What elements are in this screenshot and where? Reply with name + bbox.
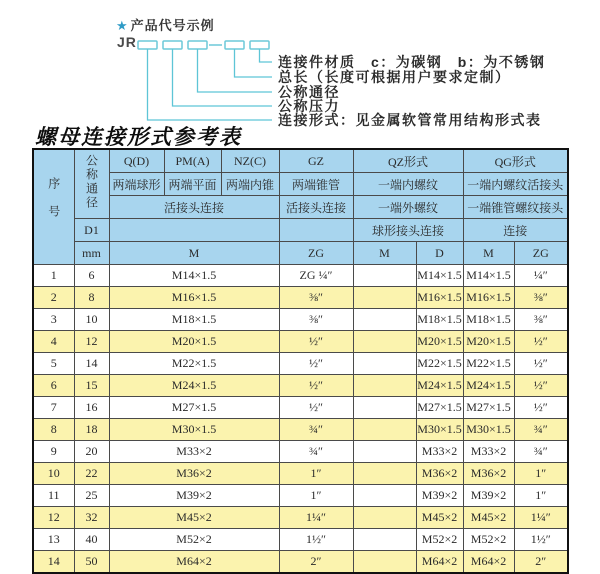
connection-cell: 球形接头连接: [353, 219, 463, 242]
serial-cell: 13: [33, 529, 74, 551]
table-row: [33, 287, 568, 309]
empty-cell: [109, 219, 279, 242]
serial-cell: 3: [33, 309, 74, 331]
qg-zg-cell: 2″: [514, 551, 568, 574]
form-col-QD: Q(D): [109, 149, 164, 173]
qg-zg-cell: ½″: [514, 397, 568, 419]
m-thread-cell: M45×2: [109, 507, 279, 529]
qz-d-cell: M45×2: [416, 507, 463, 529]
dn-cell: 22: [74, 463, 109, 485]
qz-m-cell: [353, 529, 416, 551]
table-row: [33, 507, 568, 529]
table-row: [33, 529, 568, 551]
dn-cell: 32: [74, 507, 109, 529]
label-nominal-diameter: 公称通径: [278, 84, 340, 100]
serial-cell: 9: [33, 441, 74, 463]
gz-zg-cell: ½″: [279, 397, 353, 419]
header-row-d1: [33, 219, 568, 242]
unit-label: mm: [74, 242, 109, 265]
connection-cell: 一端外螺纹: [353, 196, 463, 219]
qz-d-cell: M24×1.5: [416, 375, 463, 397]
gz-zg-cell: ⅜″: [279, 309, 353, 331]
gz-zg-cell: ¾″: [279, 441, 353, 463]
end-type-cell: 两端锥管: [279, 173, 353, 196]
header-row-units: [33, 242, 568, 265]
table-row: [33, 485, 568, 507]
label-total-length: 总长（长度可根据用户要求定制）: [278, 69, 511, 85]
end-type-cell: 一端内螺纹活接头: [463, 173, 568, 196]
qz-m-cell: [353, 375, 416, 397]
qz-m-cell: [353, 287, 416, 309]
qz-m-cell: [353, 309, 416, 331]
dn-cell: 12: [74, 331, 109, 353]
connector-lines: [148, 49, 273, 120]
qz-m-cell: [353, 265, 416, 287]
qz-m-cell: [353, 441, 416, 463]
dn-cell: 6: [74, 265, 109, 287]
qz-d-cell: M18×1.5: [416, 309, 463, 331]
label-connector-material: 连接件材质 c：为碳钢 b：为不锈钢: [278, 54, 546, 70]
code-prefix: JR: [117, 34, 137, 50]
qz-d-cell: M52×2: [416, 529, 463, 551]
m-thread-cell: M27×1.5: [109, 397, 279, 419]
qg-zg-cell: ⅜″: [514, 287, 568, 309]
table-row: [33, 309, 568, 331]
table-row: [33, 551, 568, 574]
serial-cell: 12: [33, 507, 74, 529]
dn-cell: 10: [74, 309, 109, 331]
qg-zg-cell: ⅜″: [514, 309, 568, 331]
qz-d-cell: M27×1.5: [416, 397, 463, 419]
table-body: [33, 265, 568, 574]
end-type-cell: 两端内锥: [221, 173, 279, 196]
table-row: [33, 397, 568, 419]
qz-d-cell: M22×1.5: [416, 353, 463, 375]
diameter-label: 公称通径: [84, 154, 99, 210]
gz-zg-cell: 1¼″: [279, 507, 353, 529]
qz-m-cell: [353, 353, 416, 375]
nut-connection-reference-table: [32, 148, 569, 574]
serial-cell: 4: [33, 331, 74, 353]
dn-cell: 20: [74, 441, 109, 463]
serial-cell: 14: [33, 551, 74, 574]
qg-zg-cell: ¼″: [514, 265, 568, 287]
qg-zg-cell: 1″: [514, 463, 568, 485]
gz-zg-cell: 2″: [279, 551, 353, 574]
m-thread-cell: M20×1.5: [109, 331, 279, 353]
table-row: [33, 419, 568, 441]
dn-cell: 50: [74, 551, 109, 574]
qg-m-cell: M16×1.5: [463, 287, 514, 309]
qz-m-cell: [353, 331, 416, 353]
qg-zg-cell: 1″: [514, 485, 568, 507]
end-type-cell: 一端内螺纹: [353, 173, 463, 196]
dn-cell: 40: [74, 529, 109, 551]
qg-zg-cell: ½″: [514, 375, 568, 397]
connection-cell: 活接头连接: [279, 196, 353, 219]
thread-col-label: D: [416, 242, 463, 265]
connection-cell: 连接: [463, 219, 568, 242]
gz-zg-cell: ¾″: [279, 419, 353, 441]
header-row-end-types: [33, 173, 568, 196]
gz-zg-cell: ⅜″: [279, 287, 353, 309]
qz-d-cell: M36×2: [416, 463, 463, 485]
header-row-forms: [33, 149, 568, 173]
qg-m-cell: M20×1.5: [463, 331, 514, 353]
qg-m-cell: M22×1.5: [463, 353, 514, 375]
gz-zg-cell: 1″: [279, 485, 353, 507]
m-thread-cell: M33×2: [109, 441, 279, 463]
qg-zg-cell: ½″: [514, 331, 568, 353]
end-type-cell: 两端球形: [109, 173, 164, 196]
gz-zg-cell: ZG ¼″: [279, 265, 353, 287]
qg-m-cell: M33×2: [463, 441, 514, 463]
gz-zg-cell: 1″: [279, 463, 353, 485]
m-thread-cell: M30×1.5: [109, 419, 279, 441]
qz-d-cell: M20×1.5: [416, 331, 463, 353]
serial-cell: 5: [33, 353, 74, 375]
qg-m-cell: M24×1.5: [463, 375, 514, 397]
form-col-QG: QG形式: [463, 149, 568, 173]
empty-cell: [279, 219, 353, 242]
table-header: [33, 149, 568, 265]
qg-zg-cell: ¾″: [514, 441, 568, 463]
table-row: [33, 331, 568, 353]
qz-d-cell: M30×1.5: [416, 419, 463, 441]
qg-m-cell: M14×1.5: [463, 265, 514, 287]
serial-cell: 11: [33, 485, 74, 507]
qg-m-cell: M39×2: [463, 485, 514, 507]
qg-zg-cell: 1½″: [514, 529, 568, 551]
serial-cell: 8: [33, 419, 74, 441]
label-nominal-pressure: 公称压力: [278, 98, 340, 114]
qz-d-cell: M16×1.5: [416, 287, 463, 309]
table-row: [33, 441, 568, 463]
thread-col-label: M: [463, 242, 514, 265]
connection-cell: 活接头连接: [109, 196, 279, 219]
serial-cell: 1: [33, 265, 74, 287]
qz-m-cell: [353, 485, 416, 507]
table-row: [33, 463, 568, 485]
serial-label: 序号: [46, 177, 61, 233]
connection-cell: 一端锥管螺纹接头: [463, 196, 568, 219]
qz-d-cell: M14×1.5: [416, 265, 463, 287]
m-thread-cell: M18×1.5: [109, 309, 279, 331]
qg-zg-cell: ½″: [514, 353, 568, 375]
qg-m-cell: M36×2: [463, 463, 514, 485]
form-col-QZ: QZ形式: [353, 149, 463, 173]
dn-cell: 8: [74, 287, 109, 309]
m-thread-cell: M36×2: [109, 463, 279, 485]
thread-col-label: ZG: [279, 242, 353, 265]
end-type-cell: 两端平面: [164, 173, 221, 196]
qz-d-cell: M39×2: [416, 485, 463, 507]
dn-cell: 25: [74, 485, 109, 507]
col-header-diameter: [74, 149, 109, 219]
thread-col-label: ZG: [514, 242, 568, 265]
gz-zg-cell: 1½″: [279, 529, 353, 551]
gz-zg-cell: ½″: [279, 353, 353, 375]
serial-cell: 6: [33, 375, 74, 397]
qz-m-cell: [353, 507, 416, 529]
qg-m-cell: M64×2: [463, 551, 514, 574]
product-code-heading-text: 产品代号示例: [130, 18, 215, 33]
qz-m-cell: [353, 419, 416, 441]
table-title: 螺母连接形式参考表: [35, 125, 242, 149]
qg-m-cell: M18×1.5: [463, 309, 514, 331]
qz-m-cell: [353, 463, 416, 485]
qz-m-cell: [353, 551, 416, 574]
qg-zg-cell: ¾″: [514, 419, 568, 441]
serial-cell: 10: [33, 463, 74, 485]
qg-m-cell: M52×2: [463, 529, 514, 551]
thread-col-label: M: [109, 242, 279, 265]
d1-label: D1: [74, 219, 109, 242]
header-row-connection: [33, 196, 568, 219]
table-row: [33, 375, 568, 397]
form-col-GZ: GZ: [279, 149, 353, 173]
qz-d-cell: M33×2: [416, 441, 463, 463]
table-row: [33, 353, 568, 375]
dn-cell: 18: [74, 419, 109, 441]
gz-zg-cell: ½″: [279, 331, 353, 353]
dn-cell: 16: [74, 397, 109, 419]
m-thread-cell: M22×1.5: [109, 353, 279, 375]
serial-cell: 7: [33, 397, 74, 419]
m-thread-cell: M39×2: [109, 485, 279, 507]
star-icon: ★: [116, 18, 129, 33]
m-thread-cell: M64×2: [109, 551, 279, 574]
qg-m-cell: M45×2: [463, 507, 514, 529]
form-col-NZC: NZ(C): [221, 149, 279, 173]
qz-m-cell: [353, 397, 416, 419]
qg-m-cell: M27×1.5: [463, 397, 514, 419]
dn-cell: 15: [74, 375, 109, 397]
qg-zg-cell: 1¼″: [514, 507, 568, 529]
thread-col-label: M: [353, 242, 416, 265]
table-row: [33, 265, 568, 287]
col-header-serial: [33, 149, 74, 265]
m-thread-cell: M24×1.5: [109, 375, 279, 397]
qz-d-cell: M64×2: [416, 551, 463, 574]
form-col-PMA: PM(A): [164, 149, 221, 173]
m-thread-cell: M16×1.5: [109, 287, 279, 309]
serial-cell: 2: [33, 287, 74, 309]
gz-zg-cell: ½″: [279, 375, 353, 397]
m-thread-cell: M14×1.5: [109, 265, 279, 287]
label-connection-form: 连接形式：见金属软管常用结构形式表: [278, 112, 542, 128]
dn-cell: 14: [74, 353, 109, 375]
code-digit-boxes: [138, 41, 269, 49]
qg-m-cell: M30×1.5: [463, 419, 514, 441]
m-thread-cell: M52×2: [109, 529, 279, 551]
